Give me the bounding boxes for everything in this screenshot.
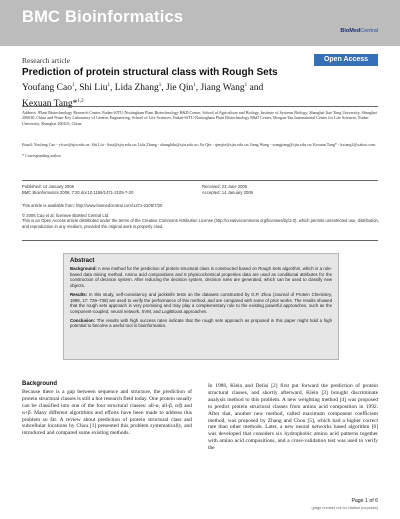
citation: BMC Bioinformatics 2006, 7:20 doi:10.1186/1471-2105-7-20	[22, 189, 134, 195]
author-conjunction: and	[247, 83, 264, 94]
open-access-badge: Open Access	[314, 54, 378, 66]
body-column-left	[22, 381, 192, 437]
page-number-note: (page number not for citation purposes)	[311, 506, 378, 510]
affiliation-marker: 1	[193, 83, 196, 88]
author-name: , Shi Liu	[74, 83, 108, 94]
publisher-logo-main: BioMed	[340, 28, 361, 34]
abstract-background	[70, 266, 332, 289]
author-name: , Jie Qin	[161, 83, 194, 94]
divider	[22, 106, 378, 107]
body-paragraph: In 1986, Klein and Delisi [2] first put forward the prediction of protein structural classes, and shortly afterward, Klein [3] brought discriminate analysis method to this problem. A new weighting method [4] was proposed to predict protein structural classes from amino acid composition in 1992. After that, another new method, called maximum component coefficient method, was proposed by Zhang and Chou [5], which had a higher correct rate than other methods. Later, a new neural networks based algorithm [6] was developed that considers six hydrophobic amino acid patterns together with amino acid compositions, and a cross-validation test was used to verify the	[208, 383, 378, 452]
accepted-date: Accepted: 14 January 2006	[202, 189, 253, 195]
affiliation-marker: 1,2	[77, 99, 84, 105]
publication-info	[22, 184, 222, 195]
author-name: Kexuan Tang*	[22, 99, 78, 110]
background-paragraph: Because there is a gap between sequence and structure, the prediction of protein structural classes is still a hot research field today. One protein usually can be classified into one of the four structural classes: all-α, all-β, α/β and α+β. Many different algorithms and efforts have been made to address this problem so far. A review about prediction of protein structural class and subcellular locations by Chou [1] presented this problem systematically, and introduced and compared some existing methods.	[22, 388, 192, 437]
publisher-logo-accent: Central	[360, 28, 378, 34]
abstract-results-label: Results:	[70, 291, 88, 297]
received-date: Received: 23 June 2005	[202, 184, 248, 189]
abstract-conclusion	[70, 318, 332, 329]
affiliation-marker: 1	[71, 83, 75, 88]
divider	[22, 180, 378, 181]
journal-title: BMC Bioinformatics	[22, 8, 184, 26]
affiliation-marker: 1	[158, 83, 162, 88]
abstract-background-label: Background:	[70, 266, 97, 271]
affiliation-marker: 1	[107, 83, 110, 88]
body-column-right	[208, 383, 378, 452]
author-name: , Jiang Wang	[195, 83, 245, 94]
abstract-background-text: A new method for the prediction of protein structural class is constructed based on Rough Sets algorithm, which is a rule-based data mining method. Amino acid compositions and 8 physicochemical properties data are used as conditional attributes for the construction of decision system. After reducing the decision system, decision rules are generated, which can be used to classify new objects.	[70, 266, 332, 289]
author-name: , Lida Zhang	[109, 83, 159, 94]
copyright-notice	[22, 213, 380, 229]
review-dates	[202, 184, 322, 195]
journal-header-bar	[0, 0, 400, 46]
license-statement: This is an Open Access article distributed under the terms of the Creative Commons Attribution License (http://creativecommons.org/licenses/by/2.0), which permits unrestricted use, distribution, and reproduction in any medium, provided the original work is properly cited.	[22, 218, 380, 229]
page-number: Page 1 of 6	[351, 498, 378, 504]
published-date: Published: 14 January 2006	[22, 184, 74, 189]
abstract-heading: Abstract	[70, 258, 95, 264]
author-name: Youfang Cao	[22, 83, 72, 94]
copyright-line: © 2006 Cao et al; licensee BioMed Central Ltd.	[22, 213, 110, 218]
abstract-conclusion-label: Conclusion:	[70, 317, 96, 323]
abstract-results	[70, 292, 332, 315]
article-type: Research article	[22, 56, 71, 65]
author-emails: Email: Youfang Cao - yfcao@sjtu.edu.cn; Shi Liu - liusi@sjtu.edu.cn; Lida Zhang - zhanglida@sjtu.edu.cn; Jie Qin - qinyjie@sjtu.edu.cn; Jiang Wang - wangjiang@sjtu.edu.cn; Kexuan Tang* - kxtang1@yahoo.com	[22, 142, 376, 147]
paper-title: Prediction of protein structural class with Rough Sets	[22, 67, 278, 78]
author-addresses: Address: ¹Plant Biotechnology Research Center, Fudan-SJTU-Nottingham Plant Biotechnology R&D Center, School of Agriculture and Biology, Institute of Systems Biology, Shanghai Jiao Tong University, Shanghai 200030, China and ²State Key Laboratory of Genetic Engineering, School of Life Sciences, Fudan-SJTU-Nottingham Plant Biotechnology R&D Center, Morgan-Tan International Center for Life Sciences, Fudan University, Shanghai 200433, China	[22, 110, 377, 126]
article-url: This article is available from: http://www.biomedcentral.com/1471-2105/7/20	[22, 203, 163, 208]
affiliation-marker: 1	[244, 83, 248, 88]
divider	[22, 240, 378, 241]
publisher-logo	[340, 28, 378, 34]
abstract-conclusion-text: The results with high success rates indicate that the rough sets approach as proposed in this paper might hold a high potential to become a useful tool in bioinformatics.	[70, 317, 332, 329]
corresponding-author-note: * Corresponding author	[22, 153, 61, 158]
abstract-box	[63, 253, 339, 360]
abstract-results-text: In this study, self-consistency and jackknife tests on the datasets constructed by G.P. Zhou (Journal of Protein Chemistry, 1998, 17: 729–738) are used to verify the performance of this method, and are compared with some of prior works. The results showed that the rough sets approach is very promising and may play a complementary role to the existing powerful approaches, such as the component-coupled, neural network, SVM, and LogitBoost approaches.	[70, 291, 332, 314]
background-heading: Background	[22, 381, 58, 387]
